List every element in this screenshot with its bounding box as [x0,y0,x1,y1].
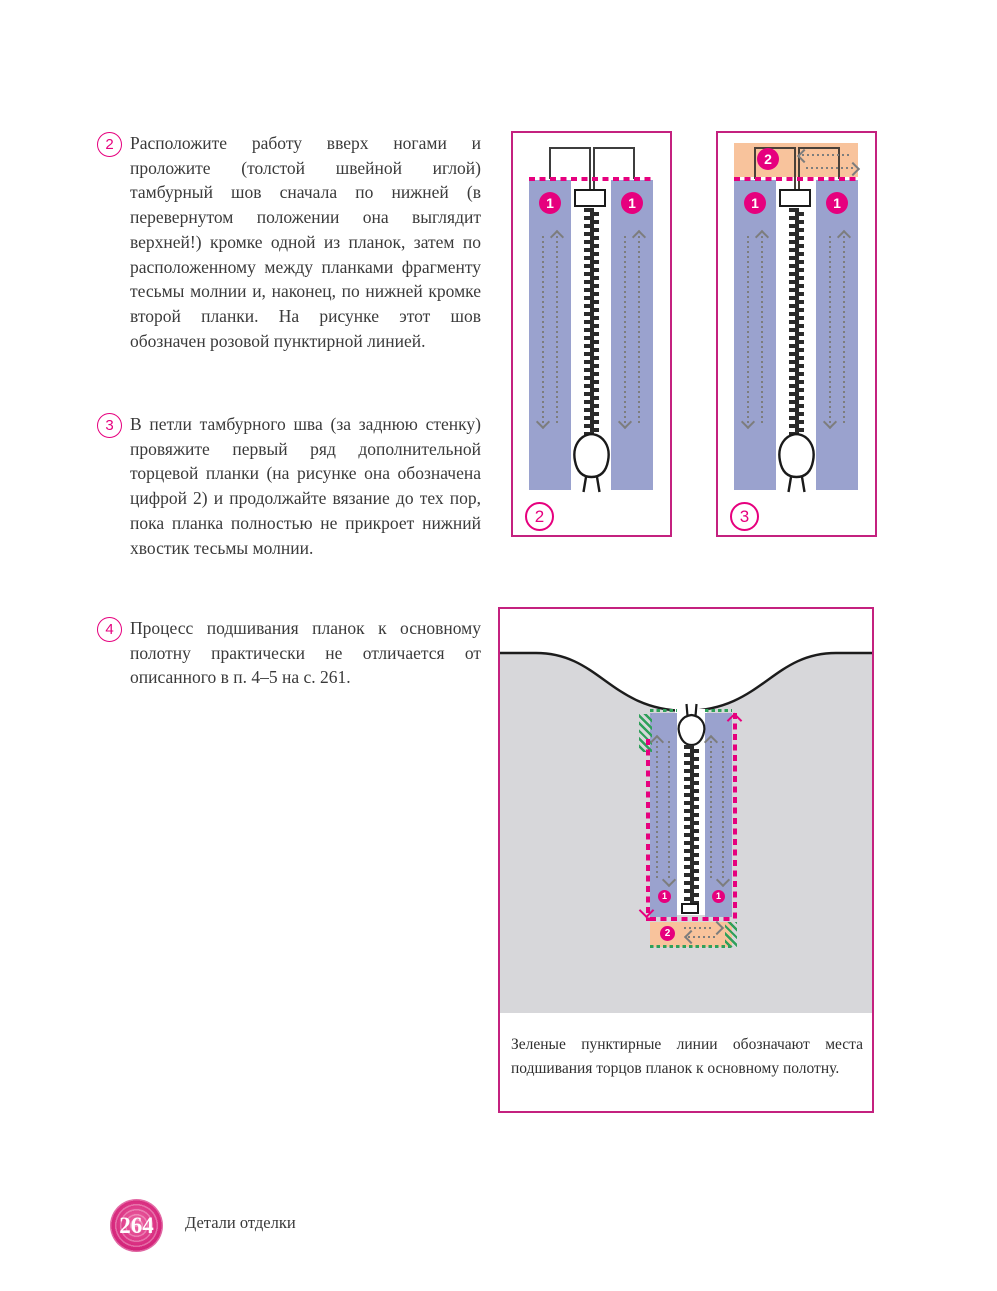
instruction-step-2 [97,131,481,353]
step-text: В петли тамбурного шва (за заднюю стенку) провяжите первый ряд дополнительной торцевой планки (на рисунке она обозначена цифрой 2) и продолжайте вязание до тех пор, пока планка полностью не прикроет нижний хвостик тесьмы молнии. [130,414,481,558]
knit-plank-left [734,180,776,490]
green-sewing-line [650,709,677,712]
knit-direction-line [656,741,658,881]
zipper-bottom-stop [681,903,699,914]
plank-1-badge: 1 [621,192,643,214]
step-text: Расположите работу вверх ногами и проложите (толстой швейной иглой) тамбурный шов сначала по нижней (в перевернутом положении она выглядит верхней!) кромке одной из планок, затем по расположенному между планками фрагменту тесьмы молнии и, наконец, по нижней кромке второй планки. На рисунке этот шов обозначен розовой пунктирной линией. [130,133,481,351]
pink-basting-line-top [734,177,858,181]
zipper-pull-icon [774,433,819,495]
zipper-slider [779,189,811,207]
figure-label-3: 3 [730,502,759,531]
sewn-edge-hatch-icon [725,922,737,947]
zipper-teeth-spine [690,745,694,905]
figure-main-diagram [498,607,874,1113]
zipper-teeth-right [593,208,599,435]
knit-direction-line [638,236,640,424]
knit-direction-line [710,741,712,881]
knit-direction-line [542,236,544,424]
plank-1-badge: 1 [744,192,766,214]
instruction-step-3 [97,412,481,560]
plank-1-badge: 1 [712,890,725,903]
step-text: Процесс подшивания планок к основному полотну практически не отличается от описанного в п. 4–5 на с. 261. [130,618,481,688]
knit-direction-line [843,236,845,424]
plank-2-badge: 2 [660,926,675,941]
figure-3-diagram [716,131,877,537]
plank-1-badge: 1 [658,890,671,903]
step-number-badge: 2 [97,132,122,157]
figure-caption: Зеленые пунктирные линии обозначают места подшивания торцов планок к основному полотну. [511,1036,863,1077]
plank-1-badge: 1 [539,192,561,214]
zipper-teeth-right [798,208,804,435]
knit-direction-line [722,741,724,881]
figure-2-diagram [511,131,672,537]
section-title: Детали отделки [185,1213,296,1232]
zipper-teeth-spine [590,208,594,435]
knit-direction-line [747,236,749,424]
knit-direction-line [829,236,831,424]
knit-direction-line [668,741,670,881]
zipper-teeth-icon [684,745,699,905]
green-sewing-line [650,945,732,948]
knit-direction-line [556,236,558,424]
plank-2-badge: 2 [757,148,779,170]
zipper-teeth-icon [789,208,804,435]
green-sewing-line [705,709,732,712]
zipper-teeth-spine [795,208,799,435]
zipper-pull-icon [569,433,614,495]
knit-plank-right [816,180,858,490]
knit-direction-line [761,236,763,424]
knit-plank-right [611,180,653,490]
knit-plank-left [529,180,571,490]
step-number-badge: 3 [97,413,122,438]
pink-basting-line-bottom [650,917,734,921]
pink-basting-line-top [529,177,653,181]
figure-label-2: 2 [525,502,554,531]
plank-1-badge: 1 [826,192,848,214]
instruction-step-4 [97,616,481,690]
zipper-teeth-right [693,745,699,905]
knit-direction-line [624,236,626,424]
pink-basting-line-right [733,713,737,921]
zipper-teeth-icon [584,208,599,435]
zipper-slider [574,189,606,207]
step-number-badge: 4 [97,617,122,642]
page-number-badge: 264 [110,1199,163,1252]
pink-basting-line-left [646,739,650,921]
